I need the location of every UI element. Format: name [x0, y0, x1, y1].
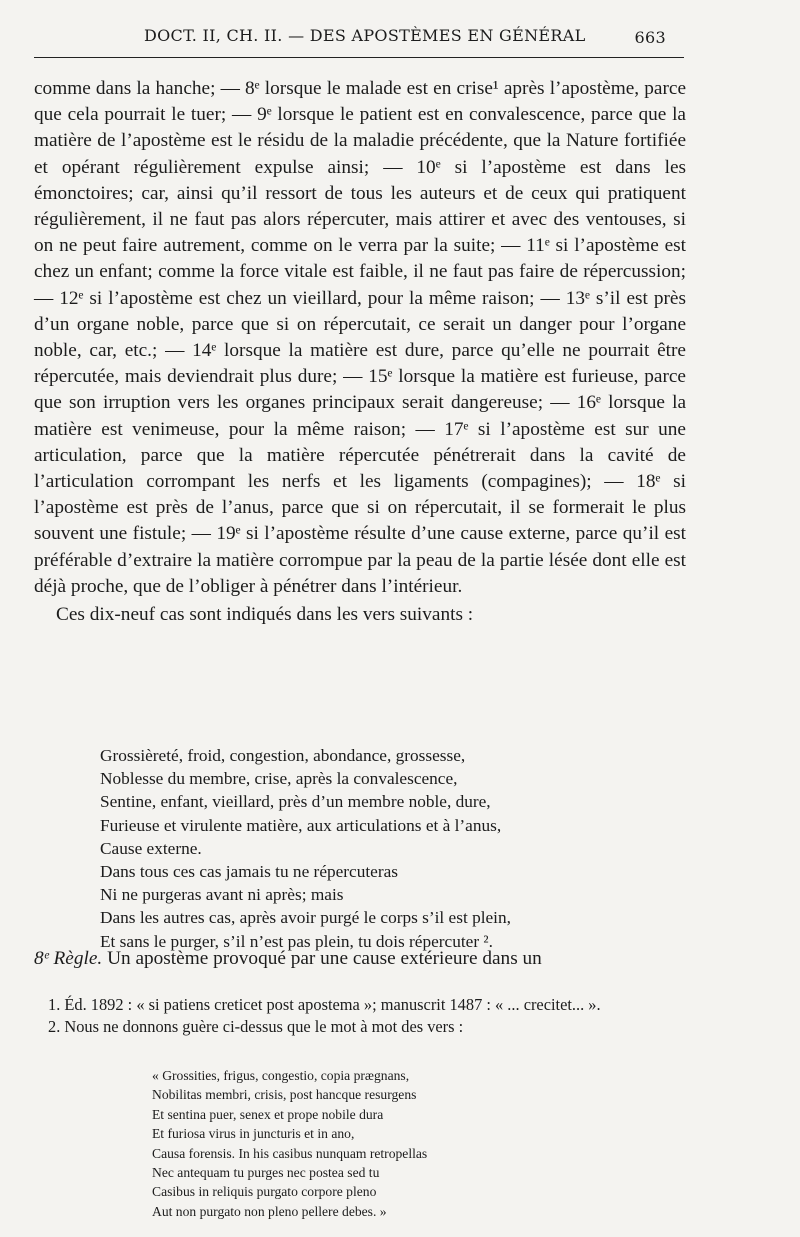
- verse-line: Dans tous ces cas jamais tu ne répercuteras: [100, 862, 398, 882]
- verse-intro: Ces dix-neuf cas sont indiqués dans les vers suivants :: [56, 604, 474, 626]
- latin-line: Nobilitas membri, crisis, post hancque resurgens: [152, 1087, 417, 1103]
- french-verse: [100, 744, 700, 953]
- latin-line: Et furiosa virus in juncturis et in ano,: [152, 1126, 355, 1142]
- footnote-1: 1. Éd. 1892 : « si patiens creticet post apostema »; manuscrit 1487 : « ... crecitet... ».: [48, 995, 601, 1014]
- rule-8-label: 8ᵉ Règle.: [34, 948, 103, 969]
- footnotes: [34, 994, 686, 1039]
- paragraph-cases-8-19: comme dans la hanche; — 8ᵉ lorsque le malade est en crise¹ après l’apostème, parce que cela pourrait le tuer; — 9ᵉ lorsque le patient est en convalescence, parce que la matière de l’apostème est le résidu de la maladie précédente, que la Nature fortifiée et opérant régulièrement expulse ainsi; — 10ᵉ si l’apostème est dans les émonctoires; car, ainsi qu’il ressort de tous les auteurs et de ceux qui pratiquent régulièrement, il ne faut pas alors répercuter, mais attirer et avec des ventouses, si on ne peut faire autrement, comme on le verra par la suite; — 11ᵉ si l’apostème est chez un enfant; comme la force vitale est faible, il ne faut pas faire de répercussion; — 12ᵉ si l’apostème est chez un vieillard, pour la même raison; — 13ᵉ s’il est près d’un organe noble, parce que si on répercutait, ce serait un danger pour l’organe noble, car, etc.; — 14ᵉ lorsque la matière est dure, parce qu’elle ne pourrait être répercutée, mais deviendrait plus dure; — 15ᵉ lorsque la matière est furieuse, parce que son irruption vers les organes principaux serait dangereuse; — 16ᵉ lorsque la matière est venimeuse, pour la même raison; — 17ᵉ si l’apostème est sur une articulation, parce que la matière répercutée pénétrerait dans la cavité de l’articulation corrompant les nerfs et les ligaments (compagines); — 18ᵉ si l’apostème est près de l’anus, parce que si on répercutait, il se formerait le plus souvent une fistule; — 19ᵉ si l’apostème résulte d’une cause externe, parce qu’il est préférable d’extraire la matière corrompue par la peau de la partie lésée dont elle est déjà proche, que de l’obliger à pénétrer dans l’intérieur.: [34, 78, 686, 597]
- verse-line: Dans les autres cas, après avoir purgé le corps s’il est plein,: [100, 908, 511, 928]
- rule-8-paragraph: [34, 946, 686, 972]
- verse-line: Grossièreté, froid, congestion, abondance, grossesse,: [100, 746, 466, 765]
- latin-line: Nec antequam tu purges nec postea sed tu: [152, 1165, 380, 1181]
- page-number: 663: [634, 28, 666, 47]
- header-rule: [34, 57, 684, 58]
- running-title: DOCT. II, CH. II. — DES APOSTÈMES EN GÉNÉRAL: [144, 26, 586, 45]
- page-header: [34, 20, 684, 54]
- latin-line: Et sentina puer, senex et prope nobile dura: [152, 1106, 384, 1122]
- latin-line: « Grossities, frigus, congestio, copia prægnans,: [152, 1068, 410, 1083]
- latin-line: Causa forensis. In his casibus nunquam retropellas: [152, 1145, 428, 1161]
- rule-8-text: Un apostème provoqué par une cause extérieure dans un: [107, 948, 542, 969]
- main-text: [34, 76, 686, 628]
- verse-line: Et sans le purger, s’il n’est pas plein, tu dois répercuter ².: [100, 931, 493, 951]
- verse-line: Sentine, enfant, vieillard, près d’un membre noble, dure,: [100, 792, 491, 812]
- latin-line: Casibus in reliquis purgato corpore pleno: [152, 1184, 377, 1200]
- verse-line: Ni ne purgeras avant ni après; mais: [100, 885, 344, 905]
- verse-line: Cause externe.: [100, 838, 202, 858]
- verse-line: Noblesse du membre, crise, après la convalescence,: [100, 769, 458, 789]
- latin-verse: [152, 1066, 672, 1221]
- verse-line: Furieuse et virulente matière, aux articulations et à l’anus,: [100, 815, 502, 835]
- latin-line: Aut non purgato non pleno pellere debes. »: [152, 1203, 387, 1219]
- footnote-2: 2. Nous ne donnons guère ci-dessus que le mot à mot des vers :: [48, 1017, 464, 1037]
